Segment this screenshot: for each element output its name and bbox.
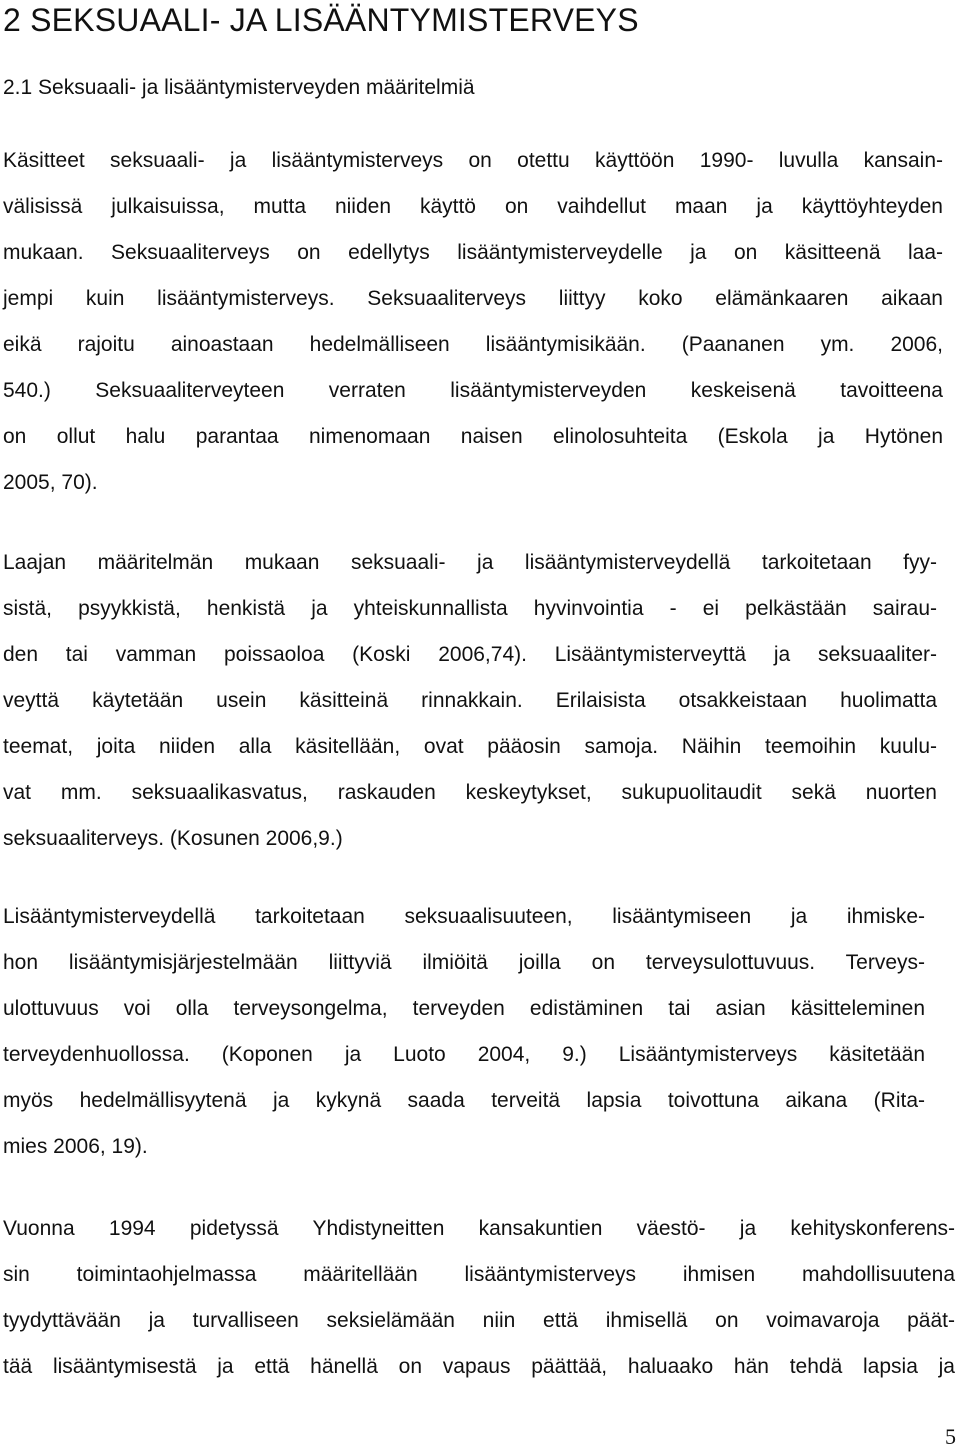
text-line: on ollut halu parantaa nimenomaan naisen elinolosuhteita (Eskola ja Hytönen xyxy=(3,425,943,448)
text-line: seksuaaliterveys. (Kosunen 2006,9.) xyxy=(3,827,343,850)
text-line: sistä, psyykkistä, henkistä ja yhteiskunnallista hyvinvointia - ei pelkästään sairau- xyxy=(3,597,937,620)
text-line: den tai vamman poissaoloa (Koski 2006,74). Lisääntymisterveyttä ja seksuaaliter- xyxy=(3,643,937,666)
text-line: mies 2006, 19). xyxy=(3,1135,148,1158)
text-line: jempi kuin lisääntymisterveys. Seksuaaliterveys liittyy koko elämänkaaren aikaan xyxy=(3,287,943,310)
text-line: välisissä julkaisuissa, mutta niiden käyttö on vaihdellut maan ja käyttöyhteyden xyxy=(3,195,943,218)
text-line: myös hedelmällisyytenä ja kykynä saada terveitä lapsia toivottuna aikana (Rita- xyxy=(3,1089,925,1112)
text-line: vat mm. seksuaalikasvatus, raskauden keskeytykset, sukupuolitaudit sekä nuorten xyxy=(3,781,937,804)
text-line: tää lisääntymisestä ja että hänellä on vapaus päättää, haluaako hän tehdä lapsia ja xyxy=(3,1355,955,1378)
text-line: Lisääntymisterveydellä tarkoitetaan seksuaalisuuteen, lisääntymiseen ja ihmiske- xyxy=(3,905,925,928)
text-line: Laajan määritelmän mukaan seksuaali- ja lisääntymisterveydellä tarkoitetaan fyy- xyxy=(3,551,937,574)
text-line: teemat, joita niiden alla käsitellään, ovat pääosin samoja. Näihin teemoihin kuulu- xyxy=(3,735,937,758)
paragraph-reproductive-health xyxy=(3,894,925,1170)
text-line: ulottuvuus voi olla terveysongelma, terveyden edistäminen tai asian käsitteleminen xyxy=(3,997,925,1020)
text-line: tyydyttävään ja turvalliseen seksielämään niin että ihmisellä on voimavaroja päät- xyxy=(3,1309,955,1332)
text-line: eikä rajoitu ainoastaan hedelmälliseen lisääntymisikään. (Paananen ym. 2006, xyxy=(3,333,943,356)
text-line: hon lisääntymisjärjestelmään liittyviä ilmiöitä joilla on terveysulottuvuus. Terveys- xyxy=(3,951,925,974)
paragraph-broad-definition xyxy=(3,540,937,862)
text-line: Käsitteet seksuaali- ja lisääntymisterveys on otettu käyttöön 1990- luvulla kansain- xyxy=(3,149,943,172)
paragraph-definitions xyxy=(3,138,943,506)
page-number: 5 xyxy=(945,1424,956,1449)
paragraph-un-conference xyxy=(3,1206,955,1390)
text-line: sin toimintaohjelmassa määritellään lisääntymisterveys ihmisen mahdollisuutena xyxy=(3,1263,955,1286)
text-line: 540.) Seksuaaliterveyteen verraten lisääntymisterveyden keskeisenä tavoitteena xyxy=(3,379,943,402)
text-line: mukaan. Seksuaaliterveys on edellytys lisääntymisterveydelle ja on käsitteenä laa- xyxy=(3,241,943,264)
text-line: 2005, 70). xyxy=(3,471,98,494)
text-line: Vuonna 1994 pidetyssä Yhdistyneitten kansakuntien väestö- ja kehityskonferens- xyxy=(3,1217,955,1240)
chapter-heading: 2 SEKSUAALI- JA LISÄÄNTYMISTERVEYS xyxy=(3,2,639,38)
section-heading: 2.1 Seksuaali- ja lisääntymisterveyden määritelmiä xyxy=(3,76,475,99)
text-line: veyttä käytetään usein käsitteinä rinnakkain. Erilaisista otsakkeistaan huolimatta xyxy=(3,689,937,712)
text-line: terveydenhuollossa. (Koponen ja Luoto 2004, 9.) Lisääntymisterveys käsitetään xyxy=(3,1043,925,1066)
